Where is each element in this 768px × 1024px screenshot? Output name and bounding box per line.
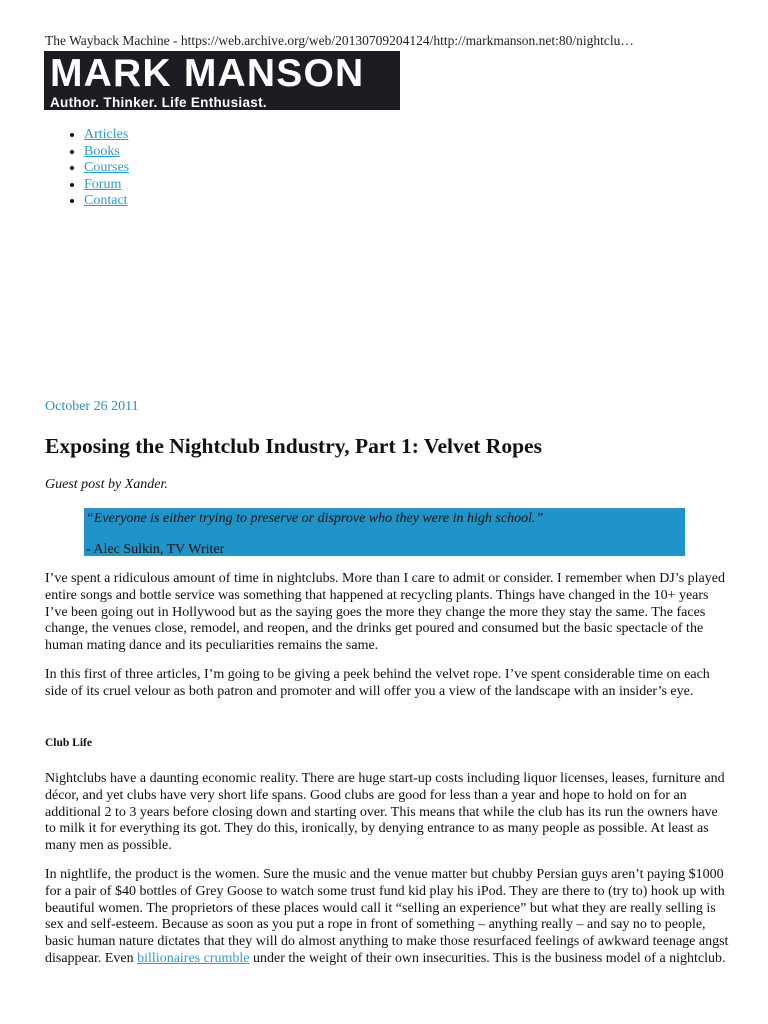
nav-item-courses bbox=[84, 160, 129, 177]
nav-link-courses[interactable]: Courses bbox=[84, 160, 130, 176]
paragraph-club-economics: Nightclubs have a daunting economic reality. There are huge start-up costs including liquor licenses, leases, furniture and décor, and yet clubs have very short life spans. Good clubs are good for less than a year and hope to hold on for an additional 2 to 3 years before closing down and starting over. This means that while the club has its run the owners have to milk it for everything its got. They do this, ironically, by denying entrance to as many people as possible. At least as many men as possible. bbox=[45, 771, 725, 854]
quote-text: “Everyone is either trying to preserve or disprove who they were in high school.” bbox=[86, 511, 544, 526]
section-heading-club-life: Club Life bbox=[45, 737, 92, 749]
paragraph-velvet-rope: In this first of three articles, I’m going to be giving a peek behind the velvet rope. I’ve spent considerable time on each side of its cruel velour as both patron and promoter and will offer you a view of the landscape with an insider’s eye. bbox=[45, 667, 710, 699]
logo-tagline: Author. Thinker. Life Enthusiast. bbox=[50, 95, 267, 110]
nav-link-forum[interactable]: Forum bbox=[84, 176, 122, 192]
logo-name: MARK MANSON bbox=[50, 52, 365, 95]
site-logo[interactable] bbox=[44, 51, 400, 110]
nav-link-contact[interactable]: Contact bbox=[84, 193, 128, 209]
nav-link-books[interactable]: Books bbox=[84, 143, 120, 159]
nav-item-articles bbox=[84, 127, 129, 144]
nav-item-forum bbox=[84, 177, 129, 194]
quote-attribution: - Alec Sulkin, TV Writer bbox=[86, 542, 225, 557]
post-date: October 26 2011 bbox=[45, 399, 139, 414]
main-nav bbox=[45, 127, 129, 210]
paragraph-product-women bbox=[45, 867, 730, 968]
nav-item-contact bbox=[84, 193, 129, 210]
nav-item-books bbox=[84, 144, 129, 161]
wayback-header: The Wayback Machine - https://web.archive.org/web/20130709204124/http://markmanson.net:80/nightclu… bbox=[45, 33, 634, 48]
nav-link-articles[interactable]: Articles bbox=[84, 127, 129, 142]
post-title: Exposing the Nightclub Industry, Part 1: Velvet Ropes bbox=[45, 434, 542, 458]
paragraph-intro: I’ve spent a ridiculous amount of time in nightclubs. More than I care to admit or consider. I remember when DJ’s played entire songs and bottle service was something that happened at recycling plants. Things have changed in the 10+ years I’ve been going out in Hollywood but as the saying goes the more they change the more they stay the same. The faces change, the venues close, remodel, and reopen, and the drinks get poured and consumed but the basic spectacle of the human mating dance and its peculiarities remains the same. bbox=[45, 571, 725, 654]
paragraph-text-before-link: In nightlife, the product is the women. Sure the music and the venue matter but chubby Persian guys aren’t paying $1000 for a pair of $40 bottles of Grey Goose to watch some trust fund kid play his iPod. They are there to (try to) hook up with beautiful women. The proprietors of these places would call it “selling an experience” but what they are really selling is sex and self-esteem. Because as soon as you put a rope in front of something – anything really – and say no to people, basic human nature dictates that they will do almost anything to make those resurfaced feelings of awkward teenage angst disappear. Even bbox=[45, 867, 729, 966]
quote-block bbox=[84, 508, 685, 556]
billionaires-crumble-link[interactable]: billionaires crumble bbox=[137, 950, 250, 966]
post-byline: Guest post by Xander. bbox=[45, 477, 168, 492]
paragraph-text-after-link: under the weight of their own insecurities. This is the business model of a nightclub. bbox=[249, 950, 726, 966]
